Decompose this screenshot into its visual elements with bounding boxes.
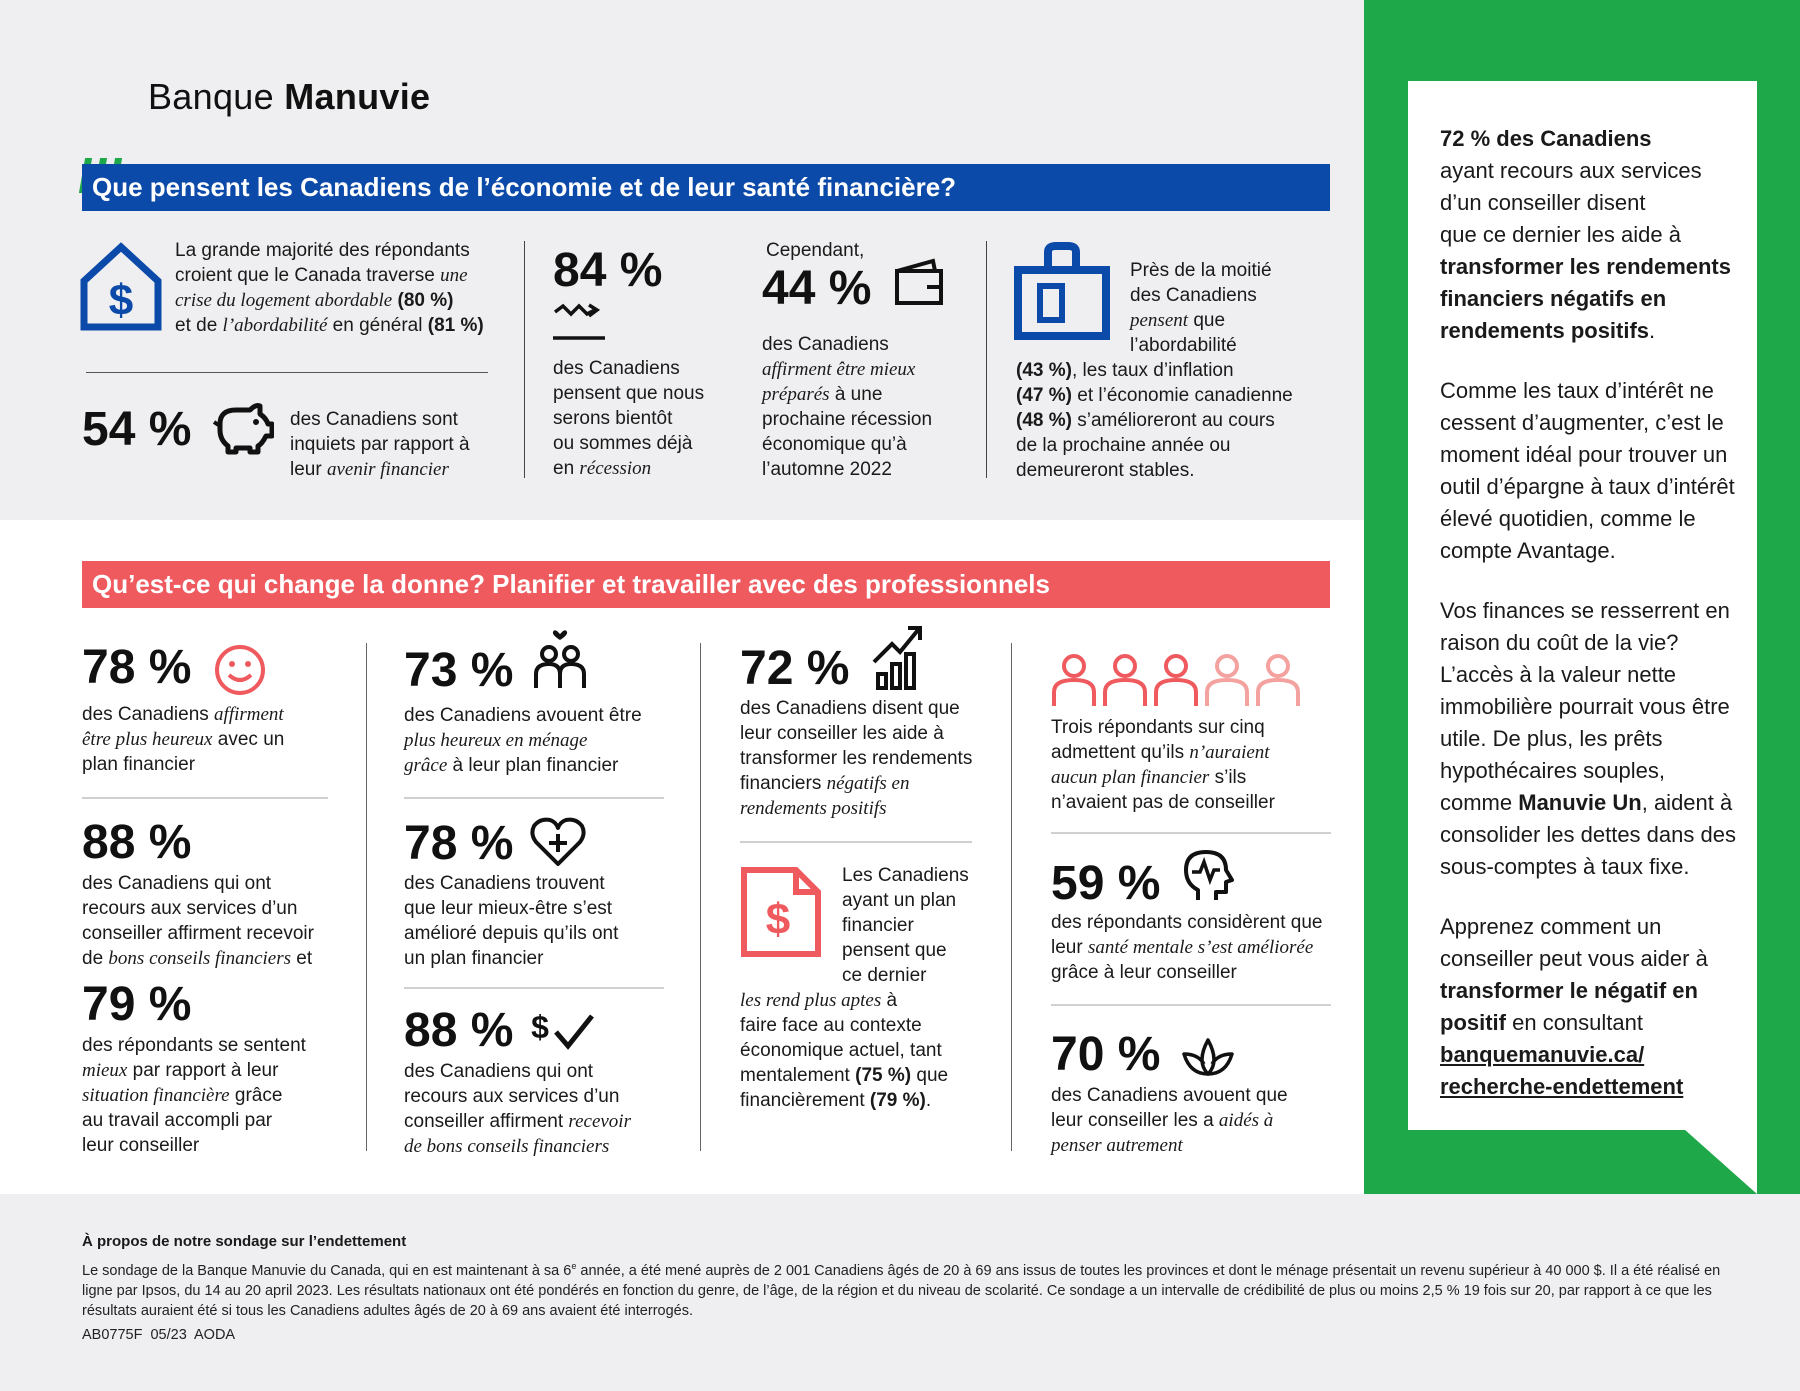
col1-s2-text: des Canadiens qui ont recours aux services d’un conseiller affirment recevoir de bons conseils financiers et — [82, 873, 314, 969]
recession-text: des Canadiens pensent que nous serons bientôt ou sommes déjà en récession — [553, 358, 705, 479]
section2-title: Qu’est-ce qui change la donne? Planifier et travailler avec des professionnels — [82, 561, 1330, 608]
divider — [1051, 1004, 1331, 1006]
callout-paragraph-3: Vos finances se resserrent en raison du coût de la vie? L’accès à la valeur nette immobilière pourrait vous être utile. De plus, les prêts hypothécaires souples, comme Manuvie Un, aident à consolider les dettes dans des sous-comptes à taux fixe. — [1440, 598, 1736, 879]
people-group-icon — [1050, 650, 1308, 708]
prepared-prefix: Cependant, — [766, 240, 865, 261]
stat-59-mental: 59 % — [1051, 857, 1161, 910]
col3-s2-text-bottom: les rend plus aptes à faire face au contexte économique actuel, tant mentalement (75 %) que financièrement (79 %). — [740, 990, 949, 1111]
stat-54: 54 % — [82, 403, 192, 456]
svg-text:$: $ — [108, 276, 134, 325]
stat-70-think: 70 % — [1051, 1028, 1161, 1081]
svg-text:$: $ — [765, 895, 791, 944]
dollar-check-icon — [530, 1008, 596, 1054]
heart-plus-icon — [530, 816, 586, 868]
col2-s1-text: des Canadiens avouent être plus heureux en ménage grâce à leur plan financier — [404, 705, 642, 776]
growth-chart-icon — [870, 624, 926, 690]
col2-s2-text: des Canadiens trouvent que leur mieux-être s’est amélioré depuis qu’ils ont un plan financier — [404, 873, 619, 969]
stat-72-transform: 72 % — [740, 642, 850, 695]
divider — [366, 643, 367, 1151]
divider — [86, 372, 488, 373]
survey-link[interactable]: banquemanuvie.ca/ recherche-endettement — [1440, 1042, 1684, 1099]
col4-s1-text: Trois répondants sur cinq admettent qu’ils n’auraient aucun plan financier s’ils n’avaient pas de conseiller — [1051, 717, 1275, 813]
improve-text-top: Près de la moitié des Canadiens pensent que l’abordabilité — [1130, 260, 1272, 356]
divider — [524, 241, 525, 478]
stat-44: 44 % — [762, 262, 872, 315]
mental-health-head-icon — [1182, 848, 1238, 904]
prepared-text: des Canadiens affirment être mieux préparés à une prochaine récession économique qu’à l’automne 2022 — [762, 334, 933, 480]
shopping-bag-icon — [1014, 242, 1110, 340]
section1-title: Que pensent les Canadiens de l’économie et de leur santé financière? — [82, 164, 1330, 211]
stat-88-good-advice: 88 % — [404, 1004, 514, 1057]
callout-text — [1440, 123, 1740, 1131]
stat-73-household: 73 % — [404, 644, 514, 697]
callout-paragraph-1: 72 % des Canadiens ayant recours aux services d’un conseiller disent que ce dernier les aide à transformer les rendements financiers négatifs en rendements positifs. — [1440, 126, 1731, 343]
divider — [1011, 643, 1012, 1151]
stat-79-better: 79 % — [82, 978, 192, 1031]
svg-text:$: $ — [531, 1009, 549, 1045]
divider — [740, 841, 972, 843]
house-dollar-icon — [80, 241, 162, 331]
col3-s1-text: des Canadiens disent que leur conseiller les aide à transformer les rendements financiers négatifs en rendements positifs — [740, 698, 973, 819]
divider — [404, 797, 664, 799]
downtrend-arrow-icon — [553, 302, 605, 342]
divider — [986, 241, 987, 478]
callout-tail — [1684, 1129, 1757, 1194]
divider — [700, 643, 701, 1151]
col1-s3-text: des répondants se sentent mieux par rapport à leur situation financière grâce au travail accompli par leur conseiller — [82, 1035, 306, 1156]
stat-78-happier: 78 % — [82, 641, 192, 694]
col3-s2-text-top: Les Canadiens ayant un plan financier pensent que ce dernier — [842, 865, 969, 986]
piggy-bank-icon — [212, 400, 274, 456]
dollar-document-icon — [740, 866, 822, 958]
wallet-icon — [893, 257, 945, 309]
divider — [82, 797, 328, 799]
stat-78-wellbeing: 78 % — [404, 817, 514, 870]
callout-paragraph-2: Comme les taux d’intérêt ne cessent d’augmenter, c’est le moment idéal pour trouver un outil d’épargne à taux d’intérêt élevé quotidien, comme le compte Avantage. — [1440, 378, 1735, 563]
smiley-icon — [213, 643, 267, 697]
brand-wordmark: Banque Manuvie — [148, 76, 431, 117]
divider — [1051, 832, 1331, 834]
future-text: des Canadiens sont inquiets par rapport à leur avenir financier — [290, 409, 470, 480]
col4-s3-text: des Canadiens avouent que leur conseiller les a aidés à penser autrement — [1051, 1085, 1288, 1156]
stat-88-advice: 88 % — [82, 816, 192, 869]
improve-text-bottom: (43 %), les taux d’inflation (47 %) et l’économie canadienne (48 %) s’amélioreront au cours de la prochaine année ou demeureront stables. — [1016, 360, 1293, 481]
document-code: AB0775F 05/23 AODA — [82, 1327, 236, 1343]
divider — [404, 987, 664, 989]
col2-s3-text: des Canadiens qui ont recours aux services d’un conseiller affirment recevoir de bons conseils financiers — [404, 1061, 631, 1157]
col1-s1-text: des Canadiens affirment être plus heureux avec un plan financier — [82, 704, 285, 775]
col4-s2-text: des répondants considèrent que leur santé mentale s’est améliorée grâce à leur conseiller — [1051, 912, 1323, 983]
stat-84: 84 % — [553, 244, 663, 297]
couple-icon — [532, 630, 588, 690]
footer-body: Le sondage de la Banque Manuvie du Canada, qui en est maintenant à sa 6e année, a été mené auprès de 2 001 Canadiens âgés de 20 à 69 ans issus de toutes les provinces et dont le ménage présentait un revenu supérieur à 40 000 $. Il a été réalisé en ligne par Ipsos, du 14 au 20 april 2023. Les résultats nationaux ont été pondérés en fonction du genre, de l’âge, de la région et du niveau de scolarité. Ce sondage a un intervalle de crédibilité de plus ou moins 2,5 % 19 fois sur 20, par rapport à ce que les résultats auraient été si tous les Canadiens adultes âgés de 20 à 69 ans avaient été interrogés. — [82, 1261, 1721, 1319]
housing-text: La grande majorité des répondants croient que le Canada traverse une crise du logement abordable (80 %) et de l’abordabilité en général (81 %) — [175, 240, 484, 336]
lotus-icon — [1180, 1034, 1236, 1078]
callout-paragraph-4: Apprenez comment un conseiller peut vous aider à transformer le négatif en positif en consultant banquemanuvie.ca/ recherche-endettement — [1440, 914, 1708, 1099]
footer-title: À propos de notre sondage sur l’endettement — [82, 1233, 407, 1250]
